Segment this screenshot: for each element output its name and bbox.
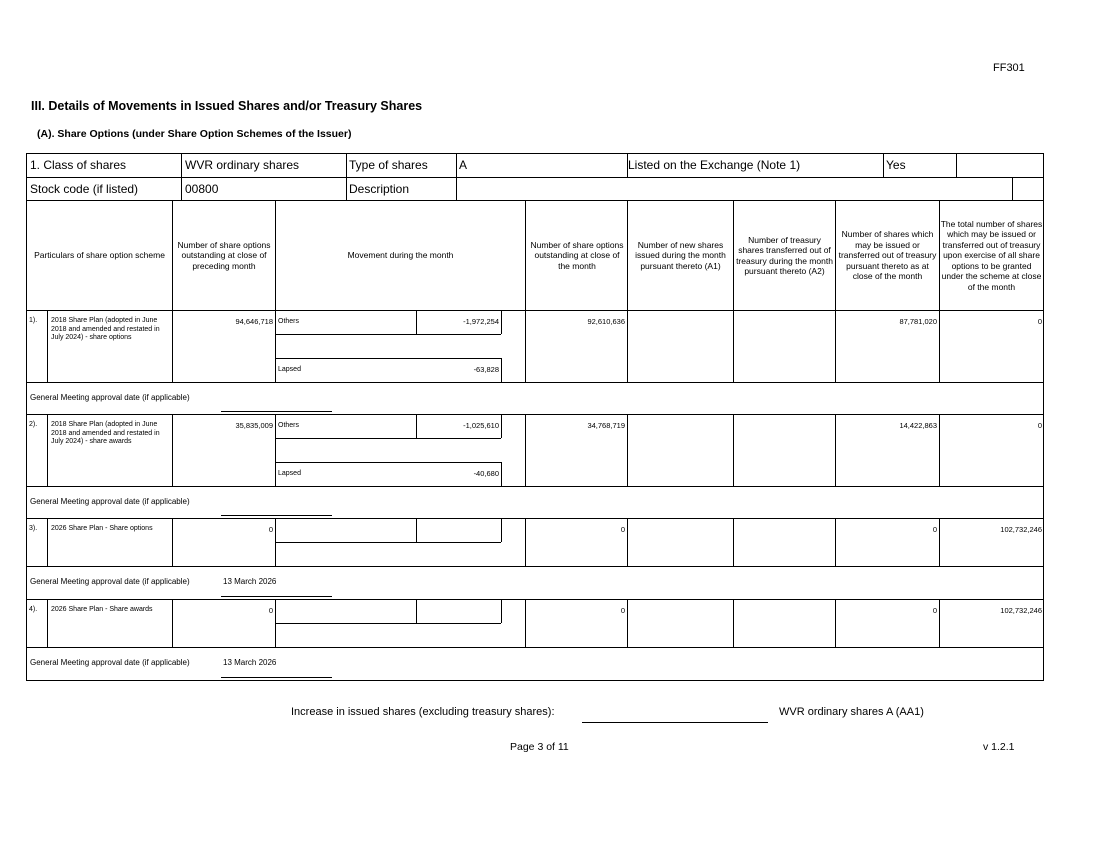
- outstanding-close: 0: [620, 606, 625, 615]
- scheme-row-2: [26, 415, 1044, 519]
- movement-value-lapsed: -63,828: [473, 365, 499, 374]
- increase-value-line: [582, 722, 768, 723]
- page-number: Page 3 of 11: [510, 741, 569, 753]
- gm-approval-label: General Meeting approval date (if applicable): [30, 393, 190, 402]
- share-class-header: [26, 153, 1044, 201]
- increase-label: Increase in issued shares (excluding treasury shares):: [291, 706, 555, 718]
- class-label: 1. Class of shares: [30, 158, 127, 172]
- movement-value-others: -1,972,254: [463, 317, 499, 326]
- total-may-be-issued: 102,732,246: [1000, 606, 1042, 615]
- class-value: WVR ordinary shares: [185, 158, 300, 172]
- description-label: Description: [349, 182, 410, 196]
- stock-code-label: Stock code (if listed): [30, 182, 139, 196]
- scheme-name: 2026 Share Plan - Share awards: [51, 606, 153, 613]
- scheme-row-4: [26, 600, 1044, 681]
- row-index: 1).: [29, 317, 38, 324]
- subsection-title: (A). Share Options (under Share Option Schemes of the Issuer): [37, 128, 352, 140]
- scheme-row-1: [26, 311, 1044, 415]
- scheme-name: 2018 Share Plan (adopted in June 2018 and amended and restated in July 2024) - share options: [51, 317, 160, 341]
- outstanding-close: 0: [620, 525, 625, 534]
- scheme-row-3: [26, 519, 1044, 600]
- outstanding-prev: 0: [268, 606, 273, 615]
- column-header-row: [26, 201, 1044, 311]
- row-index: 4).: [29, 606, 38, 613]
- col-new-shares: Number of new shares issued during the month pursuant thereto (A1): [635, 239, 726, 271]
- gm-approval-label: General Meeting approval date (if applicable): [30, 497, 190, 506]
- col-outstanding-prev: Number of share options outstanding at close of preceding month: [177, 239, 271, 271]
- total-may-be-issued: 102,732,246: [1000, 525, 1042, 534]
- col-treasury-transferred: Number of treasury shares transferred out of treasury during the month pursuant thereto (A2): [736, 234, 833, 276]
- row-index: 3).: [29, 525, 38, 532]
- gm-approval-date: 13 March 2026: [223, 658, 277, 667]
- may-be-issued: 87,781,020: [899, 317, 937, 326]
- version: v 1.2.1: [983, 741, 1015, 753]
- col-total-may-be-issued: The total number of shares which may be issued or transferred out of treasury upon exercise of all share options to be granted under the scheme at close of the month: [940, 218, 1043, 292]
- gm-approval-label: General Meeting approval date (if applicable): [30, 658, 190, 667]
- gm-approval-date: 13 March 2026: [223, 577, 277, 586]
- col-movement: Movement during the month: [347, 250, 454, 261]
- outstanding-close: 34,768,719: [587, 421, 625, 430]
- type-label: Type of shares: [349, 158, 428, 172]
- type-value: A: [459, 158, 468, 172]
- scheme-name: 2018 Share Plan (adopted in June 2018 and amended and restated in July 2024) - share awards: [51, 421, 160, 445]
- outstanding-prev: 35,835,009: [235, 421, 273, 430]
- movement-value-lapsed: -40,680: [473, 469, 499, 478]
- movement-label-lapsed: Lapsed: [278, 470, 301, 477]
- movement-label-others: Others: [278, 422, 300, 429]
- total-may-be-issued: 0: [1037, 421, 1042, 430]
- increase-unit: WVR ordinary shares A (AA1): [779, 706, 924, 718]
- outstanding-prev: 94,646,718: [235, 317, 273, 326]
- movement-label-others: Others: [278, 318, 300, 325]
- may-be-issued: 0: [932, 606, 937, 615]
- total-may-be-issued: 0: [1037, 317, 1042, 326]
- col-may-be-issued: Number of shares which may be issued or transferred out of treasury pursuant thereto as at close of the month: [838, 229, 937, 282]
- movement-value-others: -1,025,610: [463, 421, 499, 430]
- outstanding-prev: 0: [268, 525, 273, 534]
- form-code: FF301: [993, 62, 1025, 74]
- may-be-issued: 14,422,863: [899, 421, 937, 430]
- outstanding-close: 92,610,636: [587, 317, 625, 326]
- col-particulars: Particulars of share option scheme: [34, 250, 165, 261]
- listed-value: Yes: [886, 158, 906, 172]
- scheme-name: 2026 Share Plan - Share options: [51, 525, 153, 532]
- listed-label: Listed on the Exchange (Note 1): [628, 158, 801, 172]
- gm-approval-label: General Meeting approval date (if applicable): [30, 577, 190, 586]
- may-be-issued: 0: [932, 525, 937, 534]
- stock-code-value: 00800: [185, 182, 219, 196]
- col-outstanding-close: Number of share options outstanding at close of the month: [530, 239, 624, 271]
- section-title: III. Details of Movements in Issued Shares and/or Treasury Shares: [31, 99, 423, 113]
- row-index: 2).: [29, 421, 38, 428]
- movement-label-lapsed: Lapsed: [278, 366, 301, 373]
